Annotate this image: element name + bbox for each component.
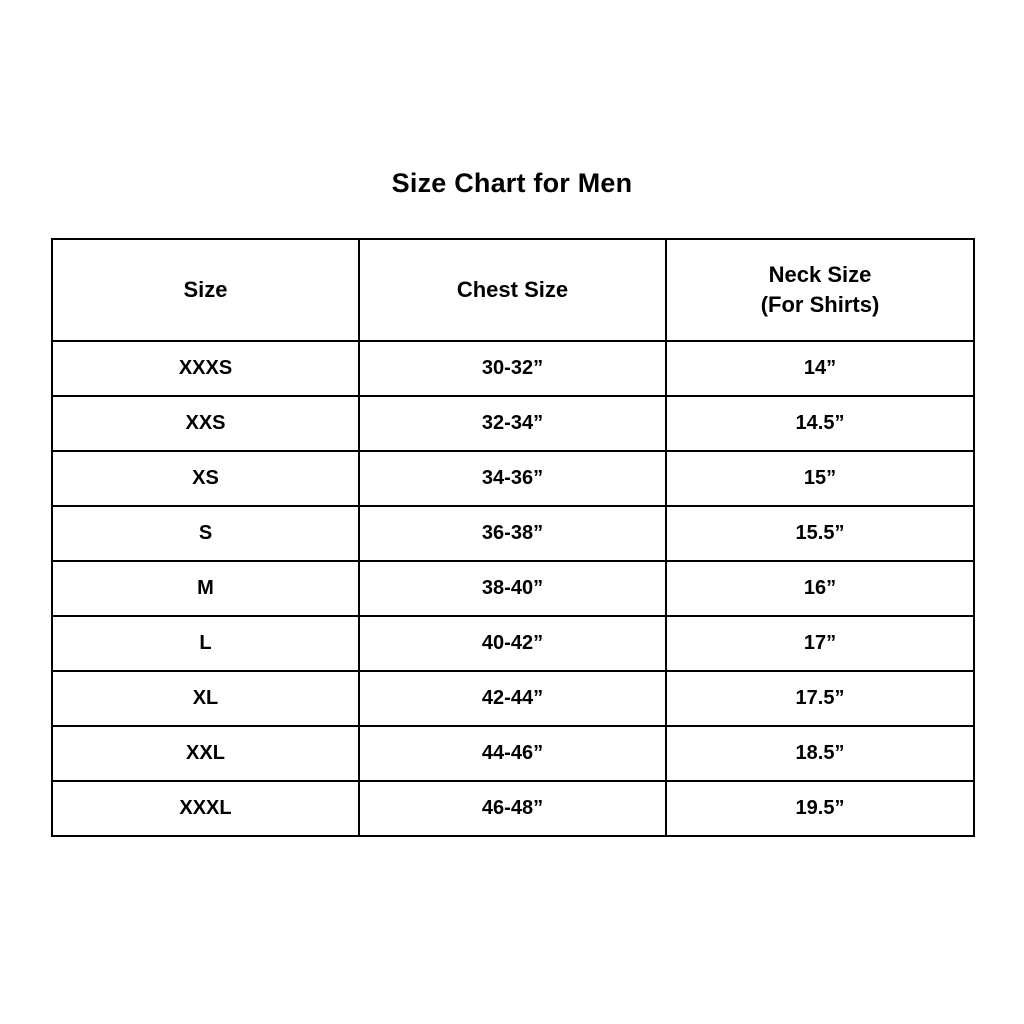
cell-neck: 17.5” [666,671,974,726]
cell-neck: 14” [666,341,974,396]
cell-chest: 36-38” [359,506,666,561]
table-row [52,396,974,451]
column-header-chest-label: Chest Size [456,277,569,302]
cell-neck: 14.5” [666,396,974,451]
column-header-size-label: Size [183,277,228,302]
table-row [52,341,974,396]
table-row [52,671,974,726]
cell-size: M [52,561,359,616]
table-body [52,341,974,836]
cell-size: S [52,506,359,561]
cell-chest: 44-46” [359,726,666,781]
table-row [52,616,974,671]
table-row [52,781,974,836]
table-row [52,506,974,561]
cell-size: XS [52,451,359,506]
cell-size: XL [52,671,359,726]
cell-size: XXXS [52,341,359,396]
column-header-neck-sublabel: (For Shirts) [760,292,880,317]
size-chart-table [51,238,975,837]
cell-size: L [52,616,359,671]
cell-chest: 42-44” [359,671,666,726]
cell-chest: 32-34” [359,396,666,451]
cell-neck: 17” [666,616,974,671]
table-row [52,726,974,781]
cell-neck: 18.5” [666,726,974,781]
table-row [52,561,974,616]
column-header-neck-label: Neck Size [768,262,872,287]
cell-chest: 30-32” [359,341,666,396]
cell-neck: 15.5” [666,506,974,561]
cell-size: XXS [52,396,359,451]
cell-chest: 34-36” [359,451,666,506]
cell-chest: 46-48” [359,781,666,836]
column-header-neck [666,239,974,341]
page-title: Size Chart for Men [391,168,633,198]
cell-size: XXXL [52,781,359,836]
cell-chest: 40-42” [359,616,666,671]
table-row [52,451,974,506]
column-header-chest [359,239,666,341]
table-header [52,239,974,341]
cell-neck: 19.5” [666,781,974,836]
table-header-row [52,239,974,341]
cell-neck: 16” [666,561,974,616]
cell-size: XXL [52,726,359,781]
column-header-size [52,239,359,341]
cell-chest: 38-40” [359,561,666,616]
cell-neck: 15” [666,451,974,506]
